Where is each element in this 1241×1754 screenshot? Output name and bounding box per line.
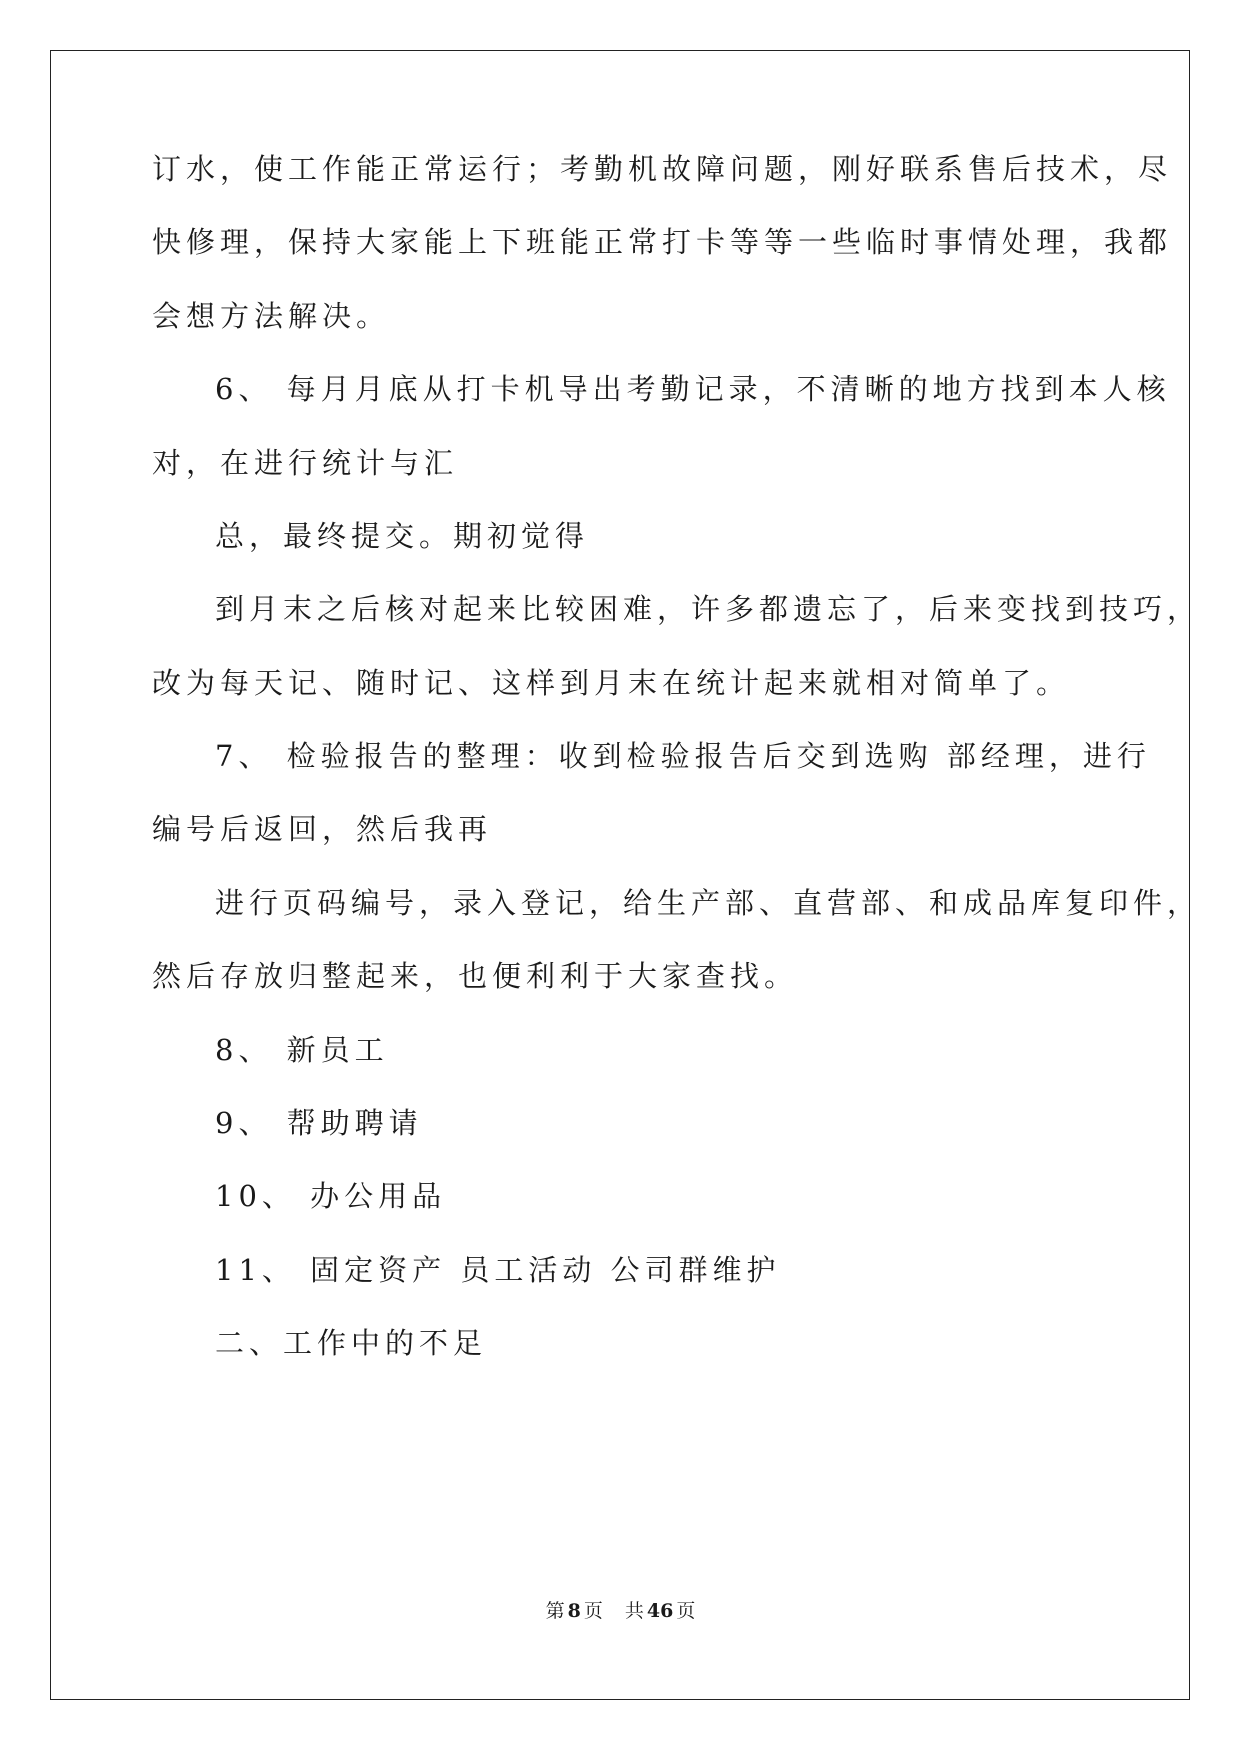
paragraph-line: 6、 每月月底从打卡机导出考勤记录，不清晰的地方找到本人核 <box>215 372 1171 406</box>
paragraph-line: 然后存放归整起来，也便利利于大家查找。 <box>152 959 799 993</box>
list-item: 9、 帮助聘请 <box>215 1106 423 1140</box>
footer-page-unit: 页 <box>583 1600 603 1622</box>
paragraph-line: 7、 检验报告的整理：收到检验报告后交到选购 部经理，进行 <box>215 739 1151 773</box>
paragraph-line: 会想方法解决。 <box>152 299 391 333</box>
footer-total-pages: 46 <box>646 1600 674 1622</box>
paragraph-line: 订水，使工作能正常运行；考勤机故障问题，刚好联系售后技术，尽 <box>152 152 1173 186</box>
paragraph-line: 编号后返回，然后我再 <box>152 812 493 846</box>
page-footer <box>0 1599 1241 1623</box>
paragraph-line: 快修理，保持大家能上下班能正常打卡等等一些临时事情处理，我都 <box>152 225 1173 259</box>
paragraph-line: 进行页码编号，录入登记，给生产部、直营部、和成品库复印件， <box>215 886 1202 920</box>
list-item: 10、 办公用品 <box>215 1179 447 1213</box>
paragraph-line: 改为每天记、随时记、这样到月末在统计起来就相对简单了。 <box>152 666 1071 700</box>
footer-total-unit: 页 <box>676 1600 696 1622</box>
list-item: 11、 固定资产 员工活动 公司群维护 <box>215 1253 781 1287</box>
paragraph-line: 总，最终提交。期初觉得 <box>215 519 590 553</box>
paragraph-line: 对，在进行统计与汇 <box>152 446 459 480</box>
paragraph-line: 到月末之后核对起来比较困难，许多都遗忘了，后来变找到技巧， <box>215 592 1202 626</box>
footer-total-prefix: 共 <box>624 1600 644 1622</box>
section-heading: 二、工作中的不足 <box>215 1326 488 1360</box>
footer-page-number: 8 <box>567 1600 581 1622</box>
footer-prefix: 第 <box>545 1600 565 1622</box>
list-item: 8、 新员工 <box>215 1033 389 1067</box>
